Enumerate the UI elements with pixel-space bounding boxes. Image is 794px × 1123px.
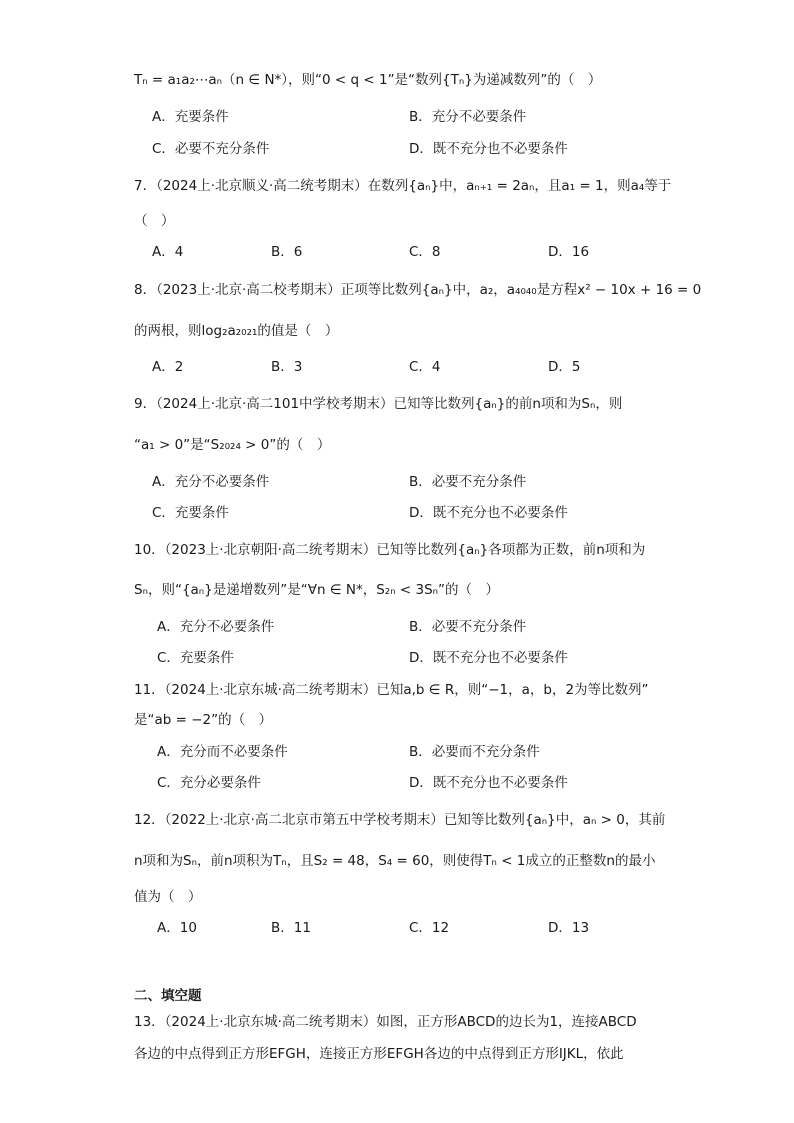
q11-stem-line2: 是“ab = −2”的（ ） xyxy=(134,712,273,728)
q9-option-a: A．充分不必要条件 xyxy=(152,474,270,490)
q8-stem-line1: 8．（2023上·北京·高二校考期末）正项等比数列{aₙ}中，a₂，a₄₀₄₀是方程x² − 10x + 16 = 0 xyxy=(134,282,702,298)
q10-option-c: C．充要条件 xyxy=(157,650,234,666)
q11-option-a: A．充分而不必要条件 xyxy=(157,744,288,760)
q8-option-a: A．2 xyxy=(152,359,184,375)
q7-option-d: D．16 xyxy=(548,244,590,260)
q6-option-b: B．充分不必要条件 xyxy=(409,109,527,125)
q12-option-a: A．10 xyxy=(157,920,197,936)
q10-option-b: B．必要不充分条件 xyxy=(409,619,527,635)
q9-option-b: B．必要不充分条件 xyxy=(409,474,527,490)
q13-stem-line1: 13．（2024上·北京东城·高二统考期末）如图，正方形ABCD的边长为1，连接ABCD xyxy=(134,1014,637,1030)
q12-stem-line3: 值为（ ） xyxy=(134,889,202,905)
q10-option-d: D．既不充分也不必要条件 xyxy=(409,650,568,666)
q11-option-d: D．既不充分也不必要条件 xyxy=(409,775,568,791)
q9-stem-line1: 9．（2024上·北京·高二101中学校考期末）已知等比数列{aₙ}的前n项和为Sₙ，则 xyxy=(134,396,623,412)
q12-option-d: D．13 xyxy=(548,920,590,936)
q8-stem-line2: 的两根，则log₂a₂₀₂₁的值是（ ） xyxy=(134,323,339,339)
q6-option-d: D．既不充分也不必要条件 xyxy=(409,141,568,157)
q10-stem-line2: Sₙ，则“{aₙ}是递增数列”是“∀n ∈ N*，S₂ₙ < 3Sₙ”的（ ） xyxy=(134,582,500,598)
q11-option-b: B．必要而不充分条件 xyxy=(409,744,540,760)
q12-option-c: C．12 xyxy=(409,920,450,936)
q6-stem-line1: Tₙ = a₁a₂⋯aₙ（n ∈ N*），则“0 < q < 1”是“数列{Tₙ}为递减数列”的（ ） xyxy=(134,72,602,88)
q12-option-b: B．11 xyxy=(271,920,311,936)
q6-option-a: A．充要条件 xyxy=(152,109,229,125)
q10-stem-line1: 10．（2023上·北京朝阳·高二统考期末）已知等比数列{aₙ}各项都为正数，前n项和为 xyxy=(134,542,646,558)
q10-option-a: A．充分不必要条件 xyxy=(157,619,275,635)
q13-stem-line2: 各边的中点得到正方形EFGH，连接正方形EFGH各边的中点得到正方形IJKL，依此 xyxy=(134,1046,624,1062)
q7-stem-line1: 7．（2024上·北京顺义·高二统考期末）在数列{aₙ}中，aₙ₊₁ = 2aₙ，且a₁ = 1，则a₄等于 xyxy=(134,178,672,194)
q8-option-b: B．3 xyxy=(271,359,303,375)
q11-stem-line1: 11．（2024上·北京东城·高二统考期末）已知a,b ∈ R，则“−1，a，b，2为等比数列” xyxy=(134,682,649,698)
q12-stem-line2: n项和为Sₙ，前n项积为Tₙ，且S₂ = 48，S₄ = 60，则使得Tₙ < 1成立的正整数n的最小 xyxy=(134,853,656,869)
q6-option-c: C．必要不充分条件 xyxy=(152,141,270,157)
q9-option-c: C．充要条件 xyxy=(152,505,229,521)
q7-stem-line2: （ ） xyxy=(134,213,175,229)
q7-option-b: B．6 xyxy=(271,244,303,260)
q8-option-c: C．4 xyxy=(409,359,441,375)
q7-option-c: C．8 xyxy=(409,244,441,260)
q12-stem-line1: 12．（2022上·北京·高二北京市第五中学校考期末）已知等比数列{aₙ}中，aₙ > 0，其前 xyxy=(134,812,666,828)
q8-option-d: D．5 xyxy=(548,359,581,375)
q7-option-a: A．4 xyxy=(152,244,184,260)
q11-option-c: C．充分必要条件 xyxy=(157,775,261,791)
q9-stem-line2: “a₁ > 0”是“S₂₀₂₄ > 0”的（ ） xyxy=(134,437,331,453)
q9-option-d: D．既不充分也不必要条件 xyxy=(409,505,568,521)
section-heading-fill-in: 二、填空题 xyxy=(134,988,202,1004)
